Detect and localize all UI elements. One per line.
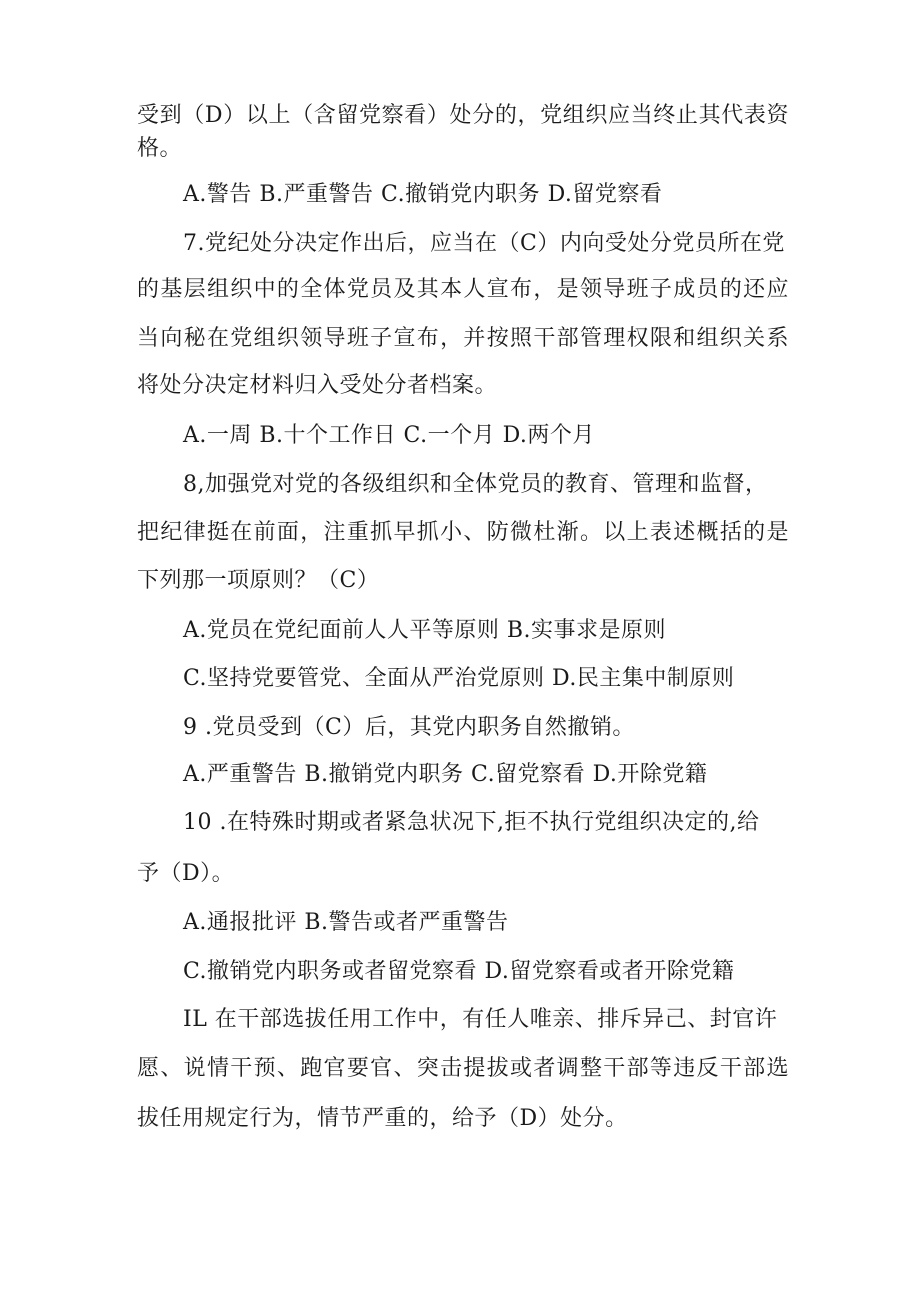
text-line-q9-options: A.严重警告 B.撤销党内职务 C.留党察看 D.开除党籍 (183, 762, 708, 787)
text-line-q6-options: A.警告 B.严重警告 C.撤销党内职务 D.留党察看 (183, 182, 663, 207)
text-line-q11-stem-2: 愿、说情干预、跑官要官、突击提拔或者调整干部等违反干部选 (137, 1056, 789, 1081)
text-line-q7-stem-2: 的基层组织中的全体党员及其本人宣布，是领导班子成员的还应 (137, 277, 789, 302)
text-line-q7-stem-4: 将处分决定材料归入受处分者档案。 (137, 373, 498, 398)
text-line-q11-stem-3: 拔任用规定行为，情节严重的，给予（D）处分。 (137, 1106, 628, 1131)
text-line-q7-stem-3: 当向秘在党组织领导班子宣布，并按照干部管理权限和组织关系 (137, 326, 789, 351)
text-line-q11-stem-1: IL 在干部选拔任用工作中，有任人唯亲、排斥异己、封官许 (183, 1007, 778, 1032)
text-line-q6-stem-1: 受到（D）以上（含留党察看）处分的，党组织应当终止其代表资 (137, 103, 789, 128)
text-line-q8-stem-1: 8,加强党对党的各级组织和全体党员的教育、管理和监督， (183, 472, 768, 497)
text-line-q9-stem: 9 .党员受到（C）后，其党内职务自然撤销。 (183, 715, 635, 740)
text-line-q10-options-1: A.通报批评 B.警告或者严重警告 (183, 910, 509, 935)
text-line-q7-options: A.一周 B.十个工作日 C.一个月 D.两个月 (183, 423, 595, 448)
text-line-q10-stem-1: 10 .在特殊时期或者紧急状况下,拒不执行党组织决定的,给 (183, 810, 760, 835)
text-line-q8-options-1: A.党员在党纪面前人人平等原则 B.实事求是原则 (183, 618, 667, 643)
text-line-q8-options-2: C.坚持党要管党、全面从严治党原则 D.民主集中制原则 (183, 666, 735, 691)
text-line-q8-stem-2: 把纪律挺在前面，注重抓早抓小、防微杜渐。以上表述概括的是 (137, 520, 789, 545)
text-line-q8-stem-3: 下列那一项原则？（C） (137, 568, 380, 593)
text-line-q10-stem-2: 予（D）。 (137, 861, 235, 886)
text-line-q7-stem-1: 7.党纪处分决定作出后，应当在（C）内向受处分党员所在党 (183, 231, 785, 256)
text-line-q10-options-2: C.撤销党内职务或者留党察看 D.留党察看或者开除党籍 (183, 959, 735, 984)
text-line-q6-stem-2: 格。 (137, 136, 183, 161)
